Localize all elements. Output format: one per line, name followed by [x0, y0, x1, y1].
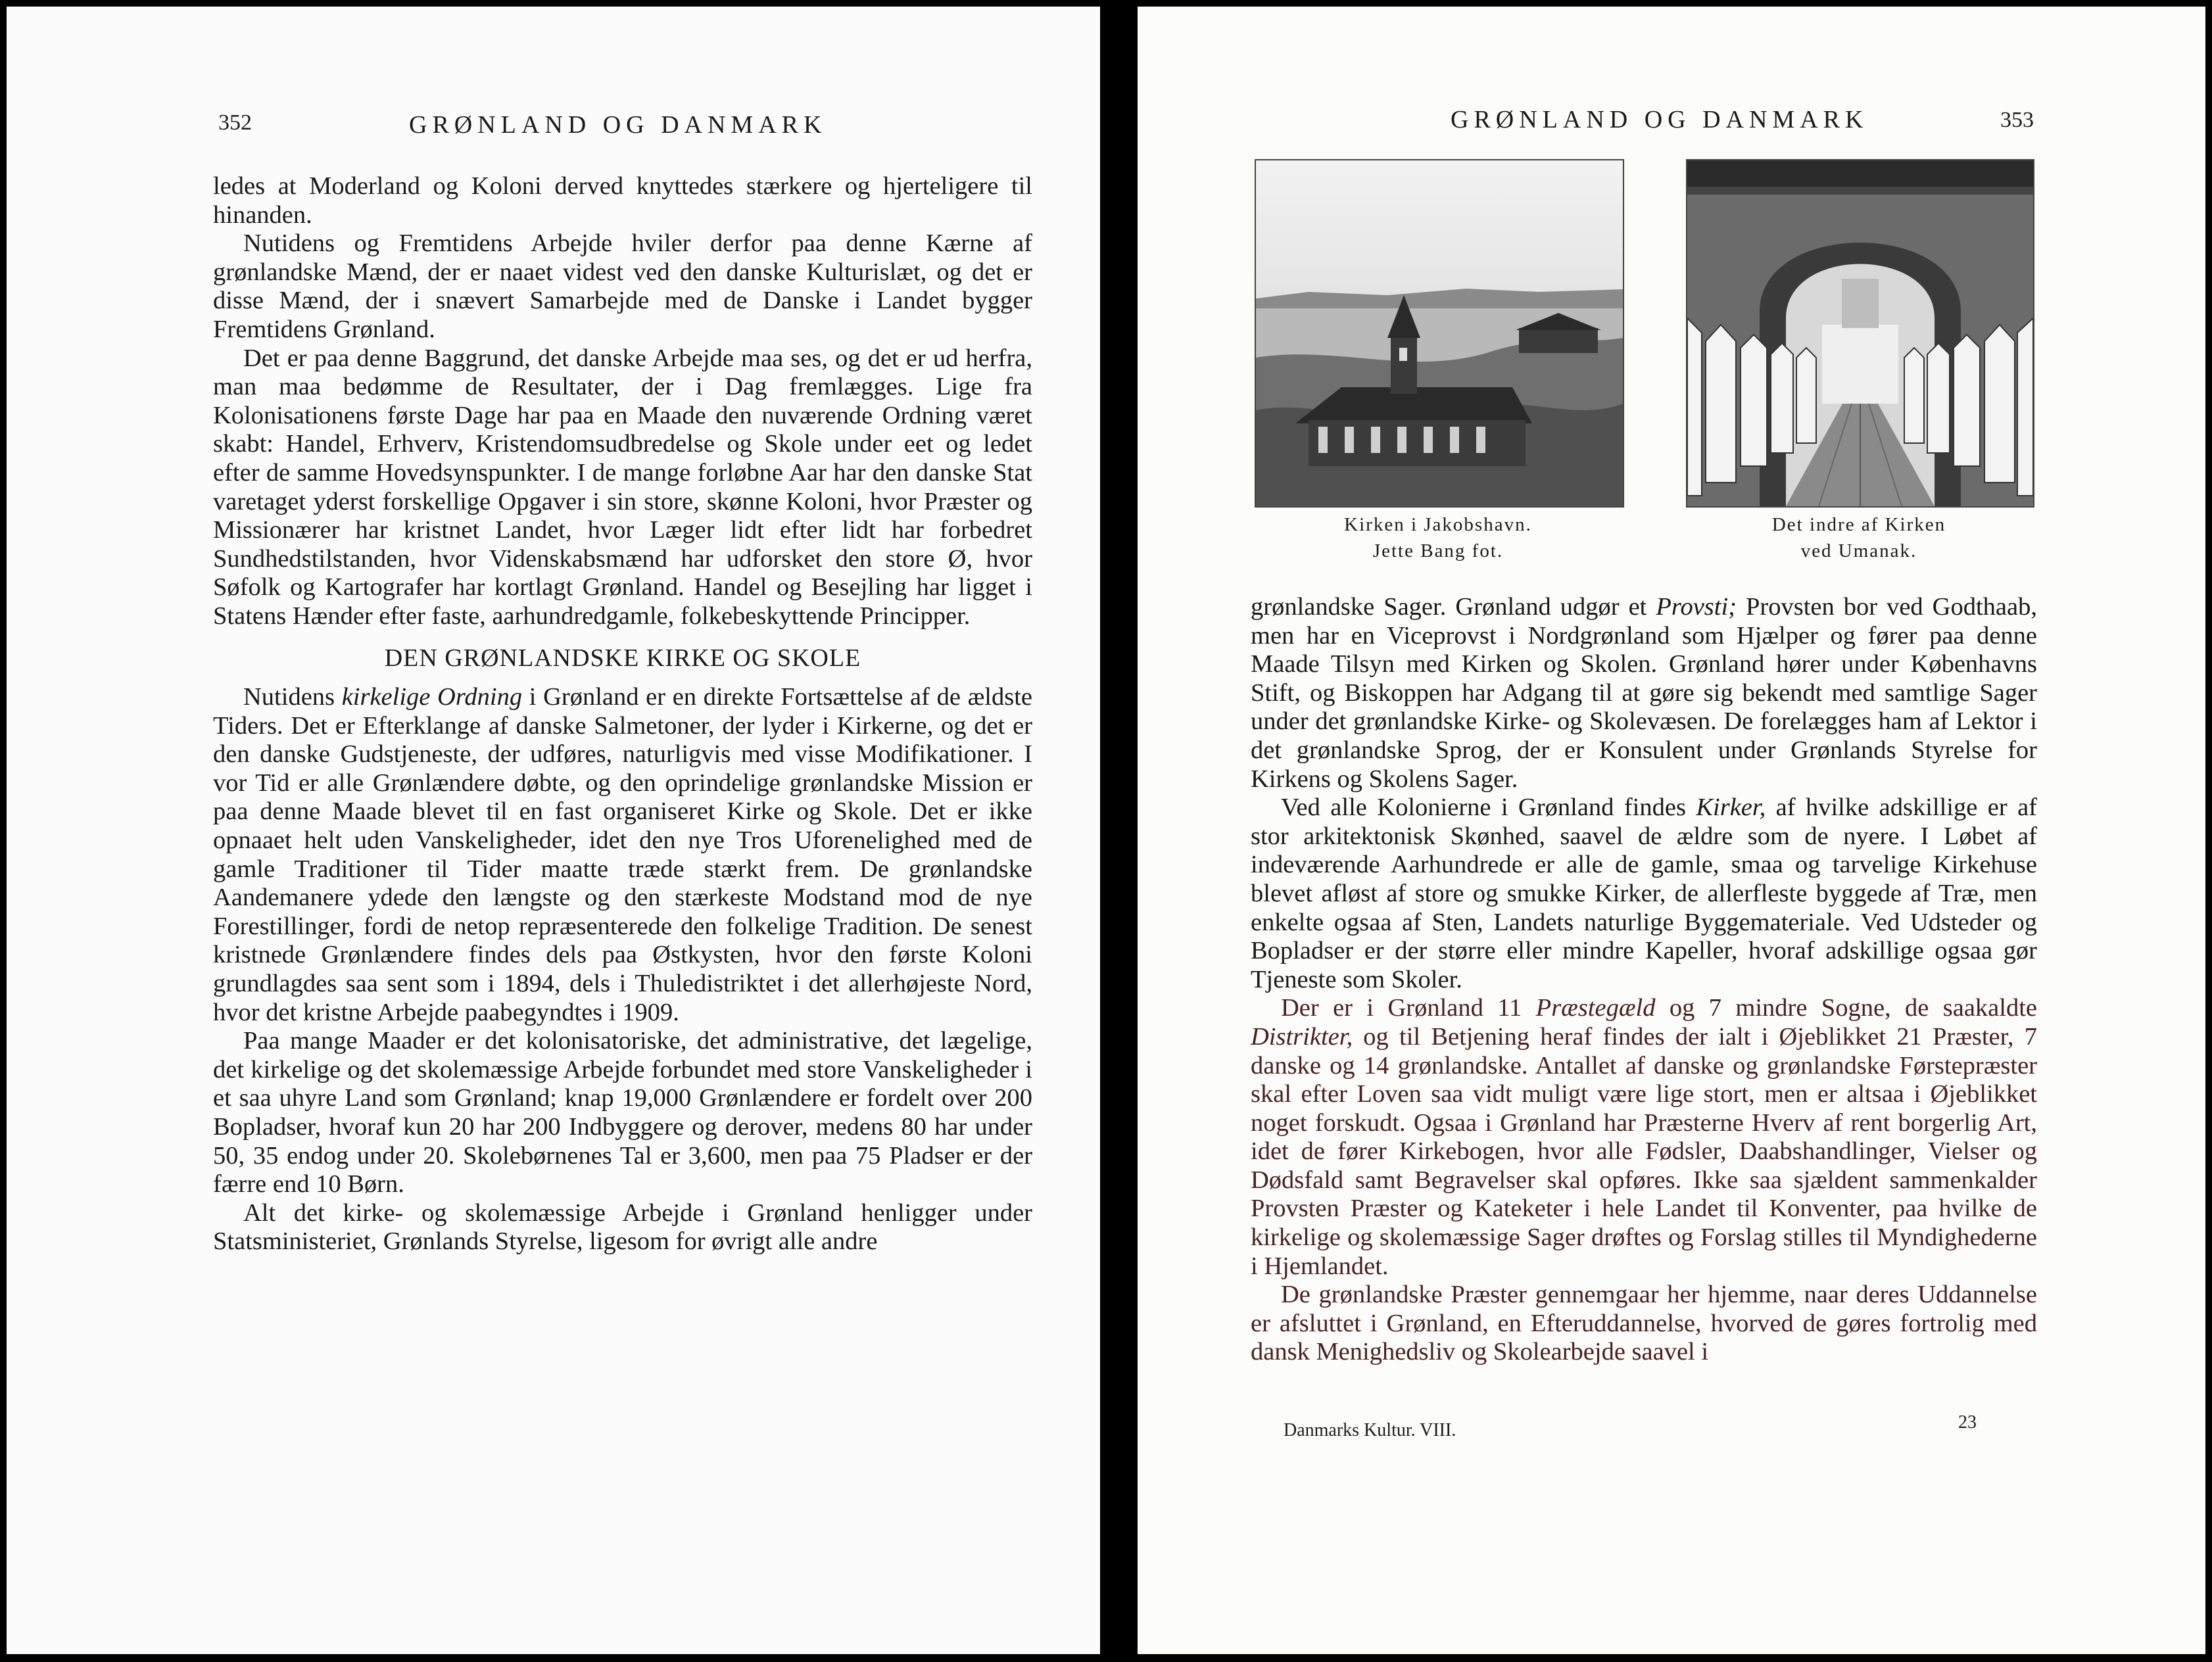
paragraph-text: Nutidens [243, 683, 342, 711]
photo-caption-right [1686, 511, 2032, 564]
page-number-left: 352 [218, 110, 252, 135]
running-title-right: GRØNLAND OG DANMARK [1451, 106, 1869, 133]
right-page [1138, 7, 2205, 1654]
paragraph: Det er paa denne Baggrund, det danske Arbejde maa ses, og det er ud herfra, man maa bedømme de Resultater, der i Dag fremlægges. Lige fra Kolonisationens første Dage har paa en Maade den nuværende Ordning været skabt: Handel, Erhverv, Kristendomsudbredelse og Skole under eet og ledet efter de samme Hovedsynspunkter. I de mange forløbne Aar har den danske Stat varetaget yderst forskellige Opgaver i sin store, skønne Koloni, hvor Præster og Missionærer har kristnet Landet, hvor Læger lidt efter lidt har forbedret Sundhedstilstanden, hvor Videnskabsmænd har udforsket den store Ø, hvor Søfolk og Kartografer har kortlagt Grønland. Handel og Besejling har ligget i Statens Hænder efter faste, aarhundredgamle, folkebeskyttende Principper. [213, 344, 1032, 630]
paragraph: ledes at Moderland og Koloni derved knyttedes stærkere og hjerteligere til hinanden. [213, 172, 1032, 229]
italic-term: kirkelige Ordning [341, 683, 523, 711]
paragraph-text: af hvilke adskillige er af stor arkitektonisk Skønhed, saavel de ældre som de nyere. I Løbet af indeværende Aarhundrede er alle de gamle, smaa og tarvelige Kirkehuse blevet afløst af store og smukke Kirker, de allerfleste byggede af Træ, men enkelte ogsaa af Sten, Landets naturlige Byggemateriale. Ved Udsteder og Bopladser er der større eller mindre Kapeller, hvoraf adskillige ogsaa gør Tjeneste som Skoler. [1251, 794, 2037, 993]
paragraph [1251, 794, 2037, 994]
paragraph [1251, 593, 2037, 794]
photo-church-jakobshavn [1255, 159, 1624, 508]
caption-line: Jette Bang fot. [1372, 540, 1504, 561]
running-title-left: GRØNLAND OG DANMARK [409, 111, 827, 139]
paragraph: Paa mange Maader er det kolonisatoriske, det administrative, det lægelige, det kirkelige og det skolemæssige Arbejde forbundet med store Vanskeligheder i et saa uhyre Land som Grønland; knap 19,000 Grønlændere er fordelt over 200 Bopladser, hvoraf kun 20 har 200 Indbyggere og derover, medens 80 har under 50, 35 endog under 20. Skolebørnenes Tal er 3,600, men paa 75 Pladser er der færre end 10 Børn. [213, 1027, 1032, 1199]
italic-term: Provsti; [1656, 593, 1737, 621]
section-heading: DEN GRØNLANDSKE KIRKE OG SKOLE [384, 644, 861, 672]
photo-caption-left [1255, 511, 1622, 564]
church-interior-illustration [1687, 160, 2033, 506]
photo-church-interior-umanak [1686, 159, 2034, 508]
footer-book-title: Danmarks Kultur. VIII. [1284, 1420, 1456, 1440]
paragraph: Nutidens og Fremtidens Arbejde hviler derfor paa denne Kærne af grønlandske Mænd, der er naaet videst ved den danske Kulturislæt, og det er disse Mænd, der i snævert Samarbejde med de Danske i Landet bygger Fremtidens Grønland. [213, 229, 1032, 343]
paragraph-text: Der er i Grønland 11 [1281, 994, 1536, 1022]
paragraph-text: og 7 mindre Sogne, de saakaldte [1655, 994, 2037, 1022]
paragraph-text: Ved alle Kolonierne i Grønland findes [1281, 794, 1696, 822]
paragraph: Alt det kirke- og skolemæssige Arbejde i Grønland henligger under Statsministeriet, Grønlands Styrelse, ligesom for øvrigt alle andre [213, 1199, 1032, 1256]
paragraph: De grønlandske Præster gennemgaar her hjemme, naar deres Uddannelse er afsluttet i Grønland, en Efteruddannelse, hvorved de gøres fortrolig med dansk Menighedsliv og Skolearbejde saavel i [1251, 1281, 2037, 1366]
italic-term: Præstegæld [1535, 994, 1656, 1022]
paragraph-text: og til Betjening heraf findes der ialt i Øjeblikket 21 Præster, 7 danske og 14 grønlandske. Antallet af danske og grønlandske Førstepræster skal efter Loven saa vidt muligt være lige stort, men er altsaa i Øjeblikket noget forskudt. Ogsaa i Grønland har Præsterne Hverv af rent borgerlig Art, idet de fører Kirkebogen, hvor alle Fødsler, Daabshandlinger, Vielser og Dødsfald samt Begravelser skal opføres. Ikke saa sjældent sammenkalder Provsten Præster og Kateketer i hele Landet til Konventer, paa hvilke de kirkelige og skolemæssige Sager drøftes og Forslag stilles til Myndighederne i Hjemlandet. [1251, 1022, 2037, 1280]
left-page [7, 7, 1100, 1654]
paragraph-text: grønlandske Sager. Grønland udgør et [1251, 593, 1656, 621]
left-body-text [213, 172, 1032, 1256]
caption-line: Det indre af Kirken [1771, 514, 1946, 535]
paragraph [1251, 994, 2037, 1281]
right-body-text [1251, 593, 2037, 1367]
italic-term: Distrikter, [1251, 1022, 1353, 1051]
footer-signature-number: 23 [1958, 1412, 1977, 1433]
caption-line: Kirken i Jakobshavn. [1344, 514, 1532, 535]
church-exterior-illustration [1256, 160, 1623, 506]
italic-term: Kirker, [1696, 794, 1766, 822]
paragraph-text: Provsten bor ved Godthaab, men har en Viceprovst i Nordgrønland som Hjælper og fører paa denne Maade Tilsyn med Kirken og Skolen. Grønland hører under Københavns Stift, og Biskoppen har Adgang til at gøre sig bekendt med samtlige Sager under det grønlandske Kirke- og Skolevæsen. De forelægges ham af Lektor i det grønlandske Sprog, der er Konsulent under Grønlands Styrelse for Kirkens og Skolens Sager. [1251, 593, 2037, 793]
caption-line: ved Umanak. [1800, 540, 1917, 561]
paragraph [213, 683, 1032, 1027]
paragraph-text: i Grønland er en direkte Fortsættelse af de ældste Tiders. Det er Efterklange af danske Salmetoner, der lyder i Kirkerne, og det er den danske Gudstjeneste, der udføres, naturligvis med visse Modifikationer. I vor Tid er alle Grønlændere døbte, og den oprindelige grønlandske Mission er paa denne Maade blevet til en fast organiseret Kirke og Skole. Det er ikke opnaaet helt uden Vanskeligheder, idet den nye Tros Uforenelighed med de gamle Traditioner til Tider maatte træde stærkt frem. De grønlandske Aandemanere ydede den længste og den stærkeste Modstand mod de nye Forestillinger, fordi de netop repræsenterede den folkelige Tradition. De senest kristnede Grønlændere findes dels paa Østkysten, hvor den første Koloni grundlagdes saa sent som i 1894, dels i Thuledistriktet i det allerhøjeste Nord, hvor det kristne Arbejde paabegyndtes i 1909. [213, 683, 1032, 1026]
page-number-right: 353 [2000, 108, 2034, 132]
